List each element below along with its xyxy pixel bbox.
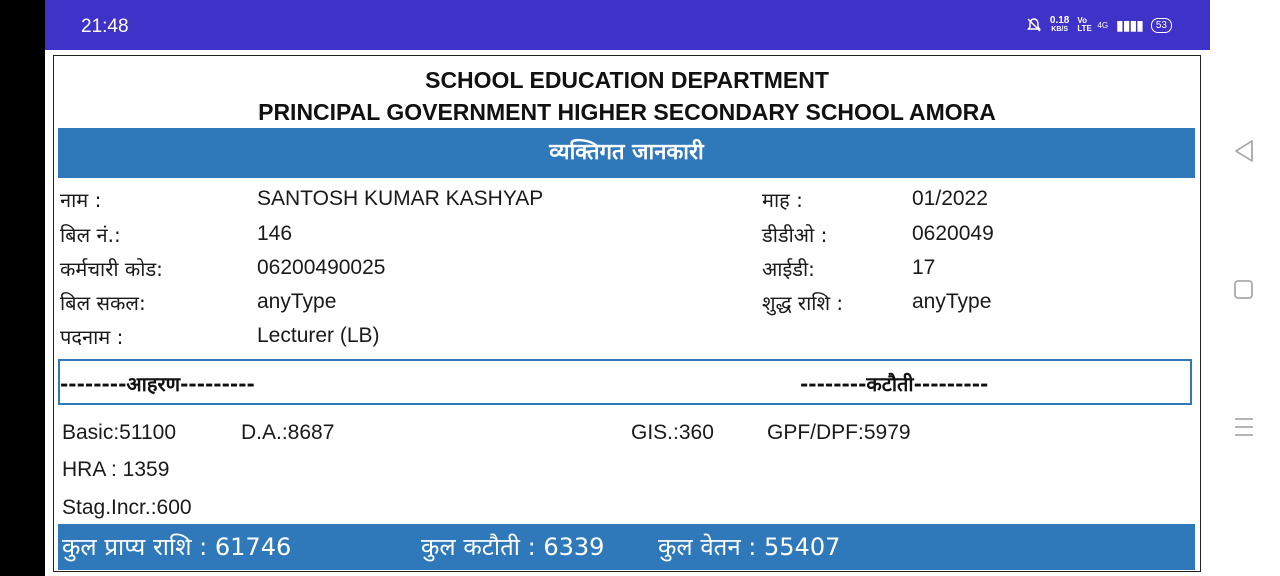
bill-label: बिल नं.: — [60, 223, 121, 247]
network-type: 4G — [1097, 20, 1109, 30]
net-amount-value: anyType — [912, 290, 992, 313]
volte-icon: Vo LTE — [1077, 16, 1092, 33]
designation-label: पदनाम : — [60, 325, 124, 349]
status-icons — [1026, 16, 1172, 34]
salary-slip-card — [53, 55, 1201, 572]
gis-amount: GIS.:360 — [631, 421, 714, 444]
gross-value: anyType — [257, 290, 337, 313]
app-screen — [45, 0, 1210, 576]
hra-amount: HRA : 1359 — [62, 458, 170, 481]
month-value: 01/2022 — [912, 187, 988, 210]
employee-code-label: कर्मचारी कोड: — [60, 257, 163, 281]
stag-increment-amount: Stag.Incr.:600 — [62, 496, 192, 519]
mute-bell-icon — [1026, 17, 1042, 33]
ddo-label: डीडीओ : — [762, 223, 828, 247]
department-title: SCHOOL EDUCATION DEPARTMENT — [425, 67, 829, 93]
name-value: SANTOSH KUMAR KASHYAP — [257, 187, 544, 210]
back-icon[interactable] — [1232, 138, 1256, 164]
battery-icon: 53 — [1151, 18, 1172, 33]
ddo-value: 0620049 — [912, 222, 994, 245]
id-label: आईडी: — [762, 257, 815, 281]
net-amount-label: शुद्ध राशि : — [762, 291, 844, 315]
recent-apps-icon[interactable] — [1232, 416, 1256, 438]
employee-code-value: 06200490025 — [257, 256, 386, 279]
totals-band — [58, 524, 1195, 570]
navigation-bar — [1210, 0, 1280, 576]
status-time: 21:48 — [81, 16, 129, 37]
home-icon[interactable] — [1232, 278, 1256, 302]
personal-info-band: व्यक्तिगत जानकारी — [58, 128, 1195, 178]
month-label: माह : — [762, 188, 803, 212]
school-title: PRINCIPAL GOVERNMENT HIGHER SECONDARY SCHOOL AMORA — [258, 99, 996, 125]
id-value: 17 — [912, 256, 936, 279]
designation-value: Lecturer (LB) — [257, 324, 380, 347]
total-salary: कुल वेतन : 55407 — [658, 533, 841, 561]
signal-icon: ▮▮▮▮ — [1116, 16, 1143, 33]
earnings-deductions-header — [58, 359, 1192, 405]
gross-label: बिल सकल: — [60, 291, 146, 315]
deductions-heading: --------कटौती--------- — [800, 372, 989, 396]
da-amount: D.A.:8687 — [241, 421, 335, 444]
total-received: कुल प्राप्य राशि : 61746 — [62, 533, 292, 561]
gpf-amount: GPF/DPF:5979 — [767, 421, 911, 444]
bill-value: 146 — [257, 222, 293, 245]
basic-amount: Basic:51100 — [62, 421, 177, 444]
status-bar — [45, 0, 1210, 50]
earnings-heading: --------आहरण--------- — [60, 372, 255, 396]
name-label: नाम : — [60, 188, 102, 212]
network-speed: 0.18 KB/S — [1049, 15, 1070, 33]
total-deduction: कुल कटौती : 6339 — [421, 533, 605, 561]
